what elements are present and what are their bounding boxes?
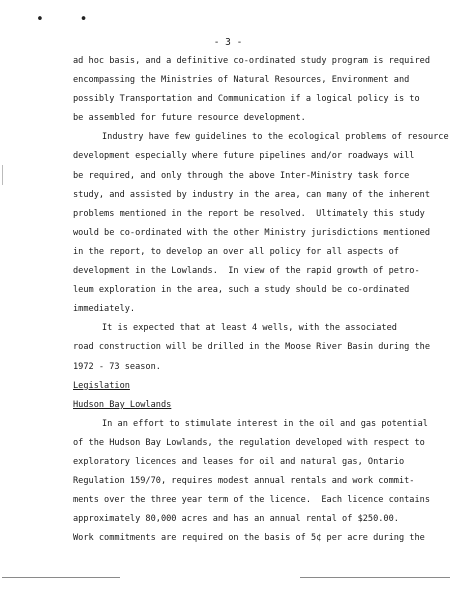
text-line: development especially where future pipelines and/or roadways will <box>73 151 415 162</box>
text-line: ad hoc basis, and a definitive co-ordinated study program is required <box>73 56 430 66</box>
section-heading: Legislation <box>73 380 130 391</box>
text-line: in the report, to develop an over all policy for all aspects of <box>73 246 399 257</box>
text-line: of the Hudson Bay Lowlands, the regulation developed with respect to <box>73 437 425 448</box>
text-line: road construction will be drilled in the Moose River Basin during the <box>73 342 430 353</box>
subsection-heading: Hudson Bay Lowlands <box>73 399 172 410</box>
text-line: be assembled for future resource development. <box>73 113 306 124</box>
text-line: be required, and only through the above Inter-Ministry task force <box>73 170 410 181</box>
paragraph-2 <box>73 128 449 319</box>
scan-artifact <box>2 165 3 185</box>
text-line: development in the Lowlands. In view of the rapid growth of petro- <box>73 266 420 277</box>
text-line: immediately. <box>73 304 136 315</box>
text-line: ments over the three year term of the licence. Each licence contains <box>73 495 430 506</box>
text-line: exploratory licences and leases for oil and natural gas, Ontario <box>73 456 405 467</box>
text-line: Industry have few guidelines to the ecological problems of resource <box>102 132 449 143</box>
text-line: It is expected that at least 4 wells, with the associated <box>102 323 397 334</box>
paragraph-1 <box>73 52 430 128</box>
text-line: possibly Transportation and Communication if a logical policy is to <box>73 94 420 105</box>
text-line: problems mentioned in the report be resolved. Ultimately this study <box>73 208 425 219</box>
text-line: Work commitments are required on the basis of 5¢ per acre during the <box>73 533 425 544</box>
text-line: leum exploration in the area, such a study should be co-ordinated <box>73 285 410 296</box>
text-line: study, and assisted by industry in the area, can many of the inherent <box>73 189 430 200</box>
paragraph-3 <box>73 319 430 376</box>
text-line: approximately 80,000 acres and has an annual rental of $250.00. <box>73 514 399 525</box>
page-number: - 3 - <box>213 37 243 48</box>
text-line: encompassing the Ministries of Natural Resources, Environment and <box>73 75 410 86</box>
bottom-scan-line-left <box>2 577 120 578</box>
body-text <box>73 52 449 548</box>
text-line: In an effort to stimulate interest in the oil and gas potential <box>102 418 428 429</box>
text-line: 1972 - 73 season. <box>73 361 161 372</box>
text-line: would be co-ordinated with the other Ministry jurisdictions mentioned <box>73 227 430 238</box>
bottom-scan-line-right <box>300 577 450 578</box>
text-line: Regulation 159/70, requires modest annual rentals and work commit- <box>73 476 415 487</box>
paragraph-4 <box>73 415 430 549</box>
corner-marks: • • <box>36 12 102 27</box>
